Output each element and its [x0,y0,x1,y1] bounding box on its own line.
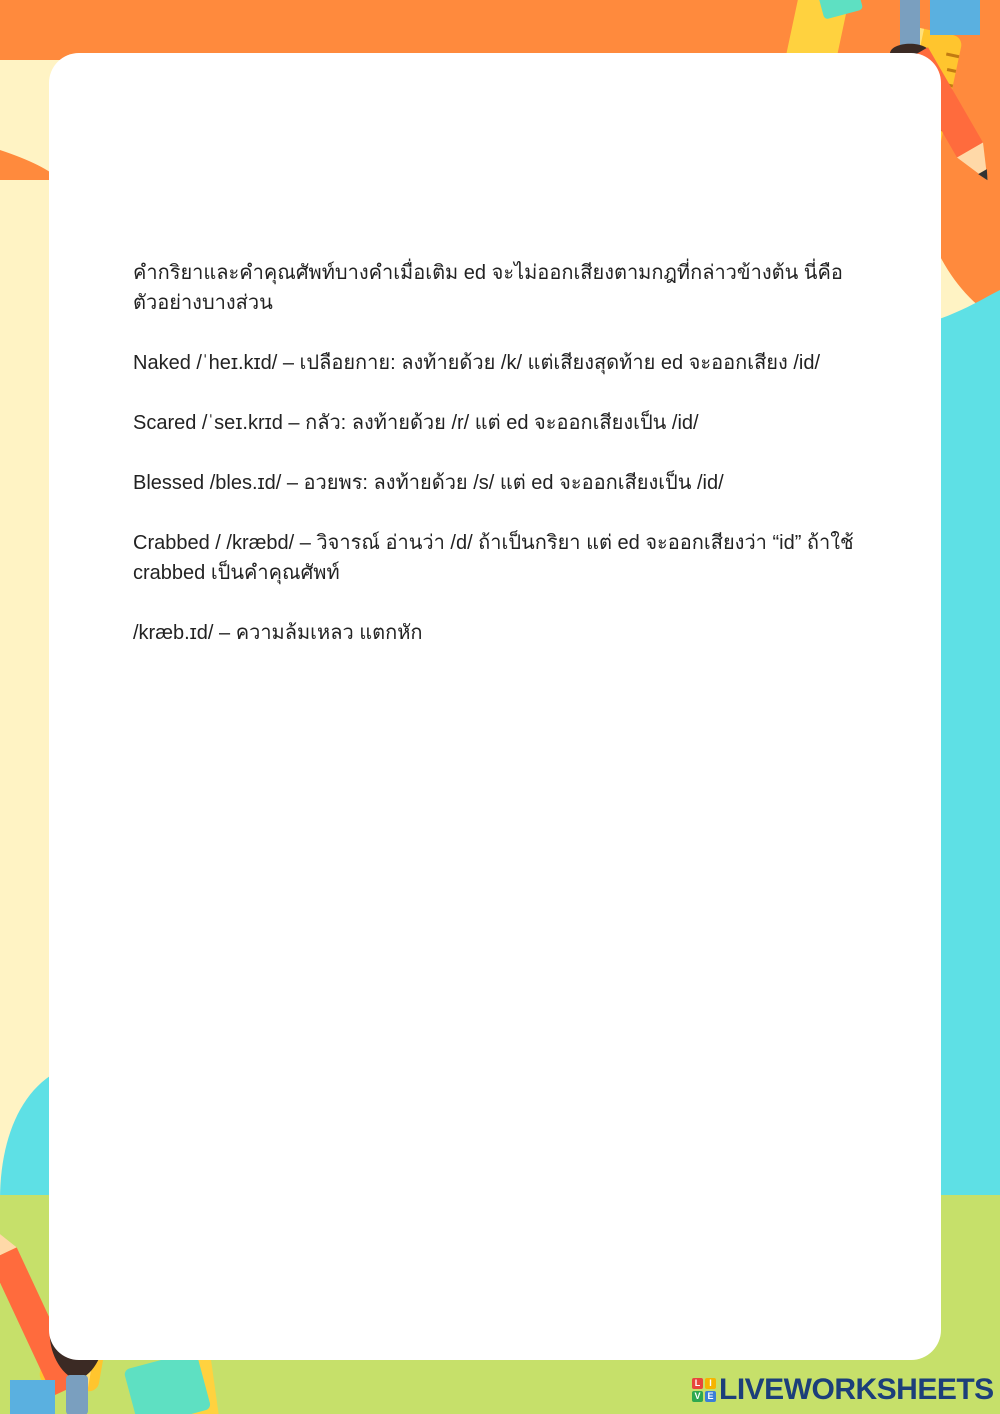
logo-letter-l: L [692,1378,703,1389]
example-crabbed: Crabbed / /kræbd/ – วิจารณ์ อ่านว่า /d/ ถ้าเป็นกริยา แต่ ed จะออกเสียงว่า “id” ถ้าใช้ crabbed เป็นคำคุณศัพท์ [133,532,854,584]
intro-paragraph: คำกริยาและคำคุณศัพท์บางคำเมื่อเติม ed จะไม่ออกเสียงตามกฎที่กล่าวข้างต้น นี่คือตัวอย่างบางส่วน [133,262,843,314]
example-crabbed-adjective: /kræb.ɪd/ – ความล้มเหลว แตกหัก [133,622,423,644]
worksheet-page [49,53,941,1360]
eraser-block-icon [10,1380,55,1414]
logo-grid-icon [692,1378,716,1402]
logo-letter-i: I [705,1378,716,1389]
eraser-block-icon [930,0,980,35]
example-blessed: Blessed /bles.ɪd/ – อวยพร: ลงท้ายด้วย /s/ แต่ ed จะออกเสียงเป็น /id/ [133,472,724,494]
sharpener-icon [123,1351,211,1414]
logo-letter-v: V [692,1391,703,1402]
example-naked: Naked /ˈheɪ.kɪd/ – เปลือยกาย: ลงท้ายด้วย /k/ แต่เสียงสุดท้าย ed จะออกเสียง /id/ [133,352,821,374]
worksheet-content [133,258,873,678]
logo-letter-e: E [705,1391,716,1402]
example-scared: Scared /ˈseɪ.krɪd – กลัว: ลงท้ายด้วย /r/ แต่ ed จะออกเสียงเป็น /id/ [133,412,699,434]
logo-text: LIVEWORKSHEETS [719,1373,994,1406]
liveworksheets-logo [692,1374,994,1406]
